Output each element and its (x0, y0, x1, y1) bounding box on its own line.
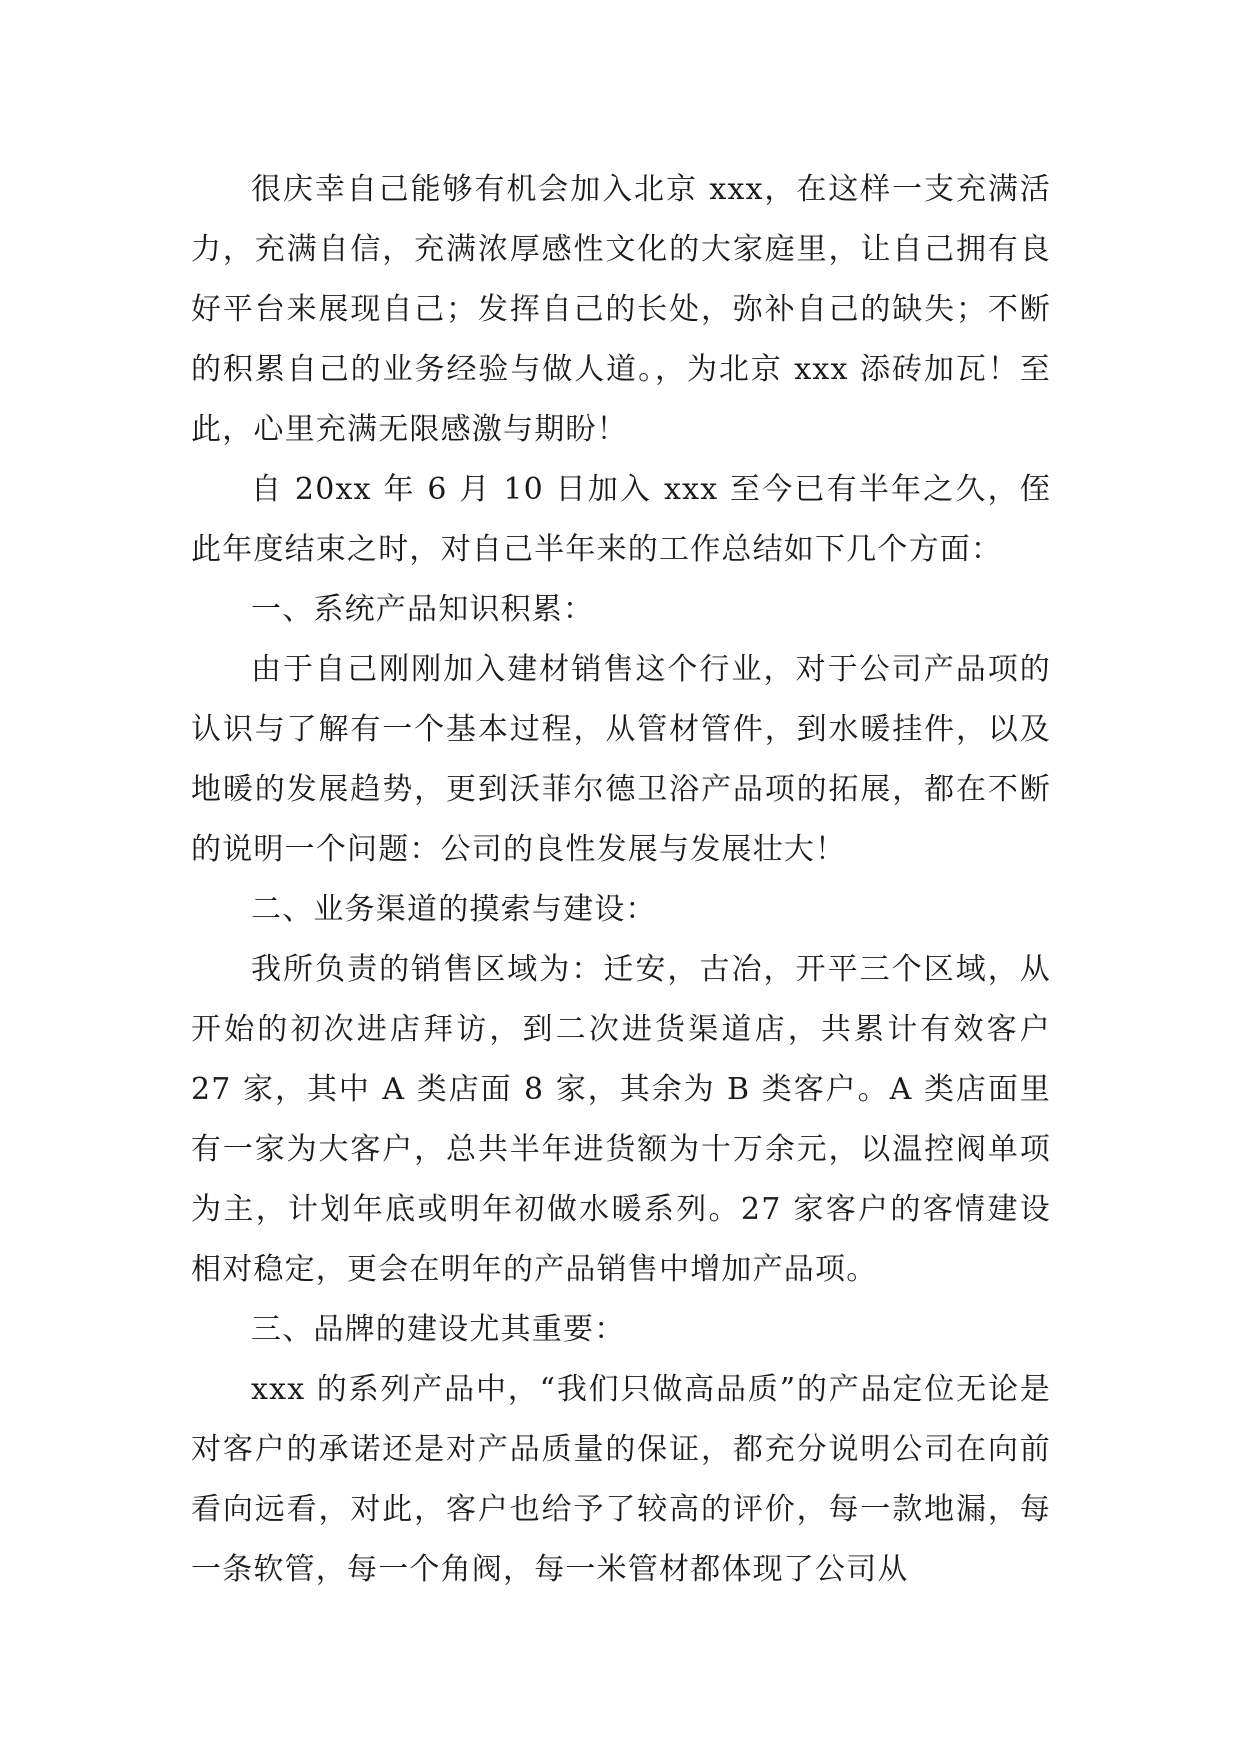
paragraph-section-2: 我所负责的销售区域为：迁安，古冶，开平三个区域，从开始的初次进店拜访，到二次进货渠道店，共累计有效客户 27 家，其中 A 类店面 8 家，其余为 B 类客户。A 类店面里有一家为大客户，总共半年进货额为十万余元，以温控阀单项为主，计划年底或明年初做水暖系列。27 家客户的客情建设相对稳定，更会在明年的产品销售中增加产品项。 (191, 952, 1051, 1287)
paragraph-section-3: xxx 的系列产品中，“我们只做高品质”的产品定位无论是对客户的承诺还是对产品质量的保证，都充分说明公司在向前看向远看，对此，客户也给予了较高的评价，每一款地漏，每一条软管，每一个角阀，每一米管材都体现了公司从 (191, 1372, 1051, 1587)
section-heading-2: 二、业务渠道的摸索与建设： (251, 892, 657, 927)
document-body (191, 160, 1051, 1600)
paragraph-intro: 很庆幸自己能够有机会加入北京 xxx，在这样一支充满活力，充满自信，充满浓厚感性文化的大家庭里，让自己拥有良好平台来展现自己；发挥自己的长处，弥补自己的缺失；不断的积累自己的业务经验与做人道。，为北京 xxx 添砖加瓦！至此，心里充满无限感激与期盼！ (191, 172, 1051, 447)
section-heading-1: 一、系统产品知识积累： (251, 592, 595, 627)
section-heading-3: 三、品牌的建设尤其重要： (251, 1312, 626, 1347)
paragraph-section-1: 由于自己刚刚加入建材销售这个行业，对于公司产品项的认识与了解有一个基本过程，从管材管件，到水暖挂件，以及地暖的发展趋势，更到沃菲尔德卫浴产品项的拓展，都在不断的说明一个问题：公司的良性发展与发展壮大！ (191, 652, 1051, 867)
paragraph-period: 自 20xx 年 6 月 10 日加入 xxx 至今已有半年之久，侄此年度结束之时，对自己半年来的工作总结如下几个方面： (191, 472, 1051, 567)
